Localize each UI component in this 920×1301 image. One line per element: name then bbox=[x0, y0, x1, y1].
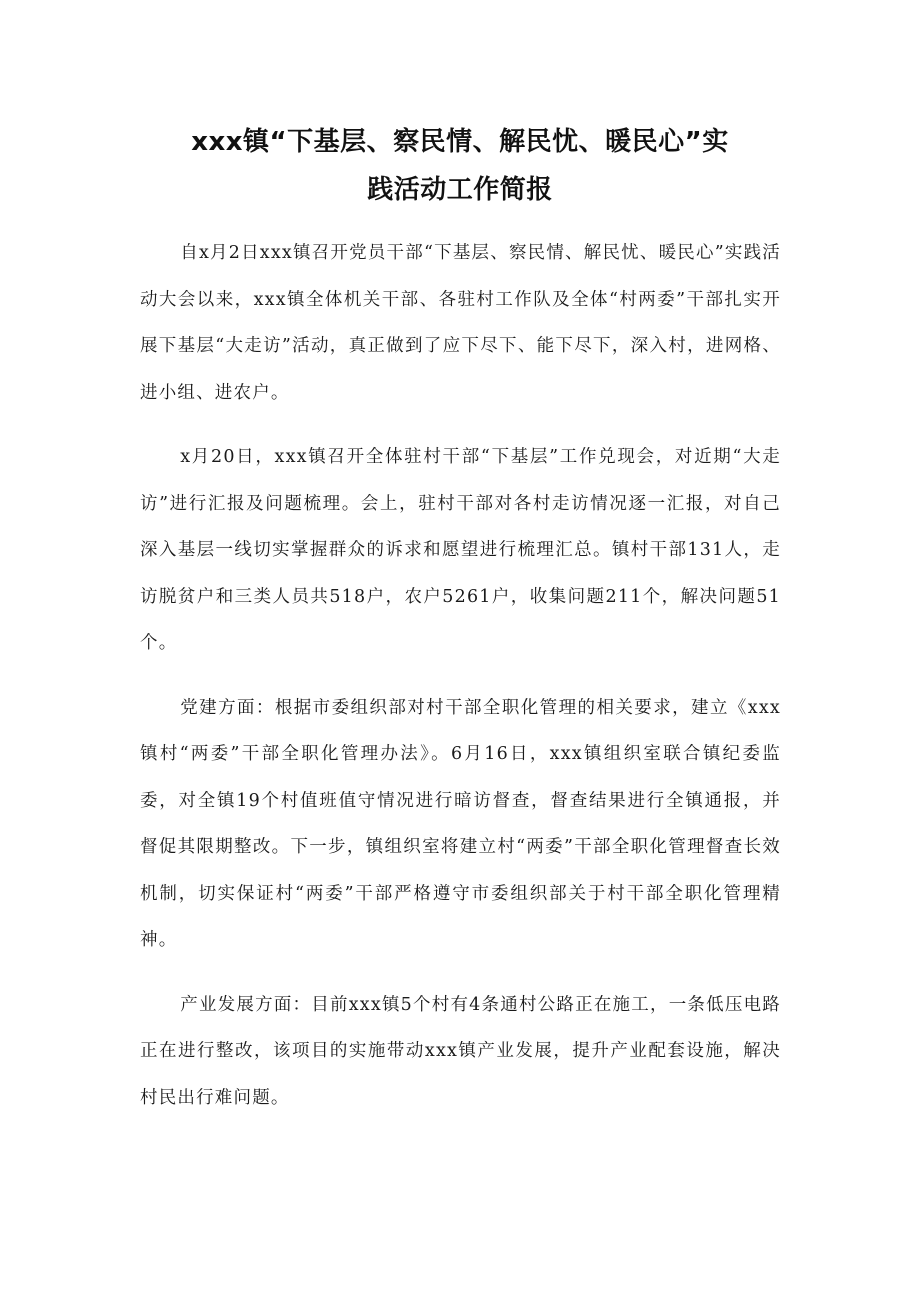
paragraph-activity-launch: 自x月2日xxx镇召开党员干部“下基层、察民情、解民忧、暖民心”实践活动大会以来，xxx镇全体机关干部、各驻村工作队及全体“村两委”干部扎实开展下基层“大走访”活动，真正做到了应下尽下、能下尽下，深入村，进网格、进小组、进农户。 bbox=[140, 243, 781, 403]
document-body bbox=[140, 230, 781, 1139]
paragraph-industry-development: 产业发展方面：目前xxx镇5个村有4条通村公路正在施工，一条低压电路正在进行整改，该项目的实施带动xxx镇产业发展，提升产业配套设施，解决村民出行难问题。 bbox=[140, 994, 781, 1108]
title-line-1: xxx镇“下基层、察民情、解民忧、暖民心”实 bbox=[191, 127, 729, 157]
title-line-2: 践活动工作简报 bbox=[367, 175, 553, 205]
paragraph-party-building: 党建方面：根据市委组织部对村干部全职化管理的相关要求，建立《xxx镇村“两委”干部全职化管理办法》。6月16日，xxx镇组织室联合镇纪委监委，对全镇19个村值班值守情况进行暗访督查，督查结果进行全镇通报，并督促其限期整改。下一步，镇组织室将建立村“两委”干部全职化管理督查长效机制，切实保证村“两委”干部严格遵守市委组织部关于村干部全职化管理精神。 bbox=[140, 697, 781, 950]
paragraph-visit-report: x月20日，xxx镇召开全体驻村干部“下基层”工作兑现会，对近期“大走访”进行汇报及问题梳理。会上，驻村干部对各村走访情况逐一汇报，对自己深入基层一线切实掌握群众的诉求和愿望进行梳理汇总。镇村干部131人，走访脱贫户和三类人员共518户，农户5261户，收集问题211个，解决问题51个。 bbox=[140, 447, 781, 653]
document-title bbox=[140, 118, 780, 214]
